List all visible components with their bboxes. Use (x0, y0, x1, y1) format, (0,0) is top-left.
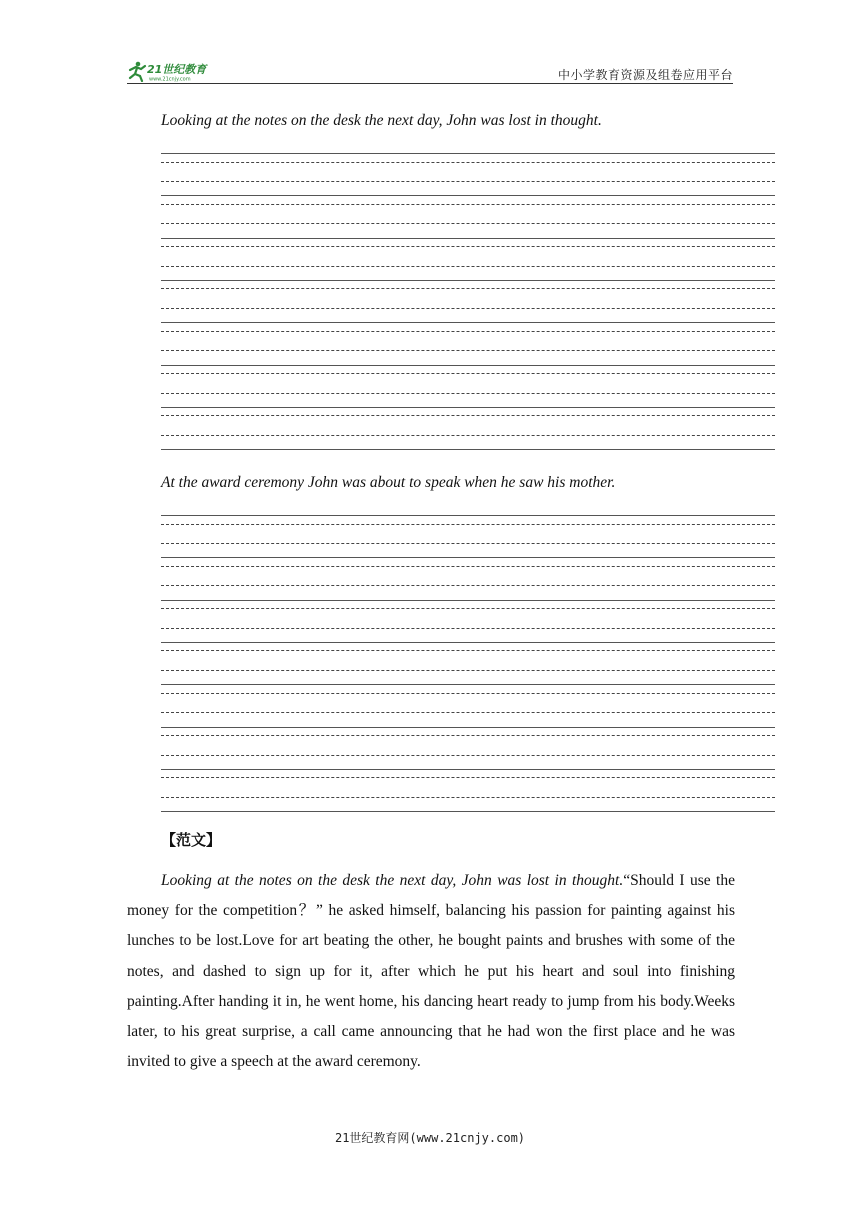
ruled-line-dashed (161, 777, 775, 778)
ruled-line-dashed (161, 308, 775, 309)
ruled-line-solid (161, 322, 775, 323)
ruled-line-dashed (161, 585, 775, 586)
ruled-line-dashed (161, 331, 775, 332)
essay-body: “Should I use the money for the competition？” he asked himself, balancing his passion for painting against his lunches to be lost.Love for art beating the other, he bought paints and brushes with some of the notes, and dashed to sign up for it, after which he put his heart and soul into finishing painting.After handing it in, he went home, his dancing heart ready to jump from his body.Weeks later, to his great surprise, a call came announcing that he had won the first place and he was invited to give a speech at the award ceremony. (127, 872, 735, 1071)
ruled-line-dashed (161, 223, 775, 224)
ruled-line-solid (161, 515, 775, 516)
ruled-line-solid (161, 407, 775, 408)
ruled-line-solid (161, 280, 775, 281)
ruled-line-dashed (161, 693, 775, 694)
sample-essay (127, 866, 735, 1077)
prompt-second-paragraph: At the award ceremony John was about to speak when he saw his mother. (161, 474, 616, 491)
ruled-line-dashed (161, 435, 775, 436)
ruled-line-dashed (161, 628, 775, 629)
ruled-line-dashed (161, 524, 775, 525)
logo-text: 21世纪教育 (147, 63, 207, 76)
ruled-line-solid (161, 811, 775, 812)
ruled-line-dashed (161, 670, 775, 671)
ruled-line-dashed (161, 755, 775, 756)
ruled-line-dashed (161, 415, 775, 416)
ruled-line-solid (161, 557, 775, 558)
ruled-line-dashed (161, 246, 775, 247)
ruled-line-dashed (161, 393, 775, 394)
ruled-line-dashed (161, 204, 775, 205)
ruled-line-solid (161, 600, 775, 601)
ruled-line-dashed (161, 288, 775, 289)
ruled-line-dashed (161, 543, 775, 544)
ruled-line-solid (161, 684, 775, 685)
ruled-line-solid (161, 195, 775, 196)
logo-subtext: www.21cnjy.com (149, 76, 191, 82)
ruled-line-dashed (161, 566, 775, 567)
platform-title: 中小学教育资源及组卷应用平台 (557, 68, 733, 82)
ruled-line-dashed (161, 181, 775, 182)
ruled-line-dashed (161, 797, 775, 798)
ruled-line-dashed (161, 608, 775, 609)
site-logo (127, 60, 217, 82)
essay-lead: Looking at the notes on the desk the next day, John was lost in thought. (161, 872, 624, 889)
ruled-line-dashed (161, 373, 775, 374)
ruled-line-solid (161, 449, 775, 450)
ruled-line-solid (161, 727, 775, 728)
ruled-line-dashed (161, 650, 775, 651)
section-title: 【范文】 (161, 831, 222, 849)
ruled-line-dashed (161, 350, 775, 351)
ruled-line-solid (161, 642, 775, 643)
ruled-line-solid (161, 153, 775, 154)
ruled-line-dashed (161, 266, 775, 267)
ruled-line-dashed (161, 735, 775, 736)
ruled-line-dashed (161, 162, 775, 163)
ruled-line-dashed (161, 712, 775, 713)
page-footer: 21世纪教育网(www.21cnjy.com) (334, 1131, 526, 1145)
header-divider (127, 83, 733, 84)
ruled-line-solid (161, 238, 775, 239)
prompt-first-paragraph: Looking at the notes on the desk the next day, John was lost in thought. (161, 112, 602, 129)
ruled-line-solid (161, 365, 775, 366)
ruled-line-solid (161, 769, 775, 770)
